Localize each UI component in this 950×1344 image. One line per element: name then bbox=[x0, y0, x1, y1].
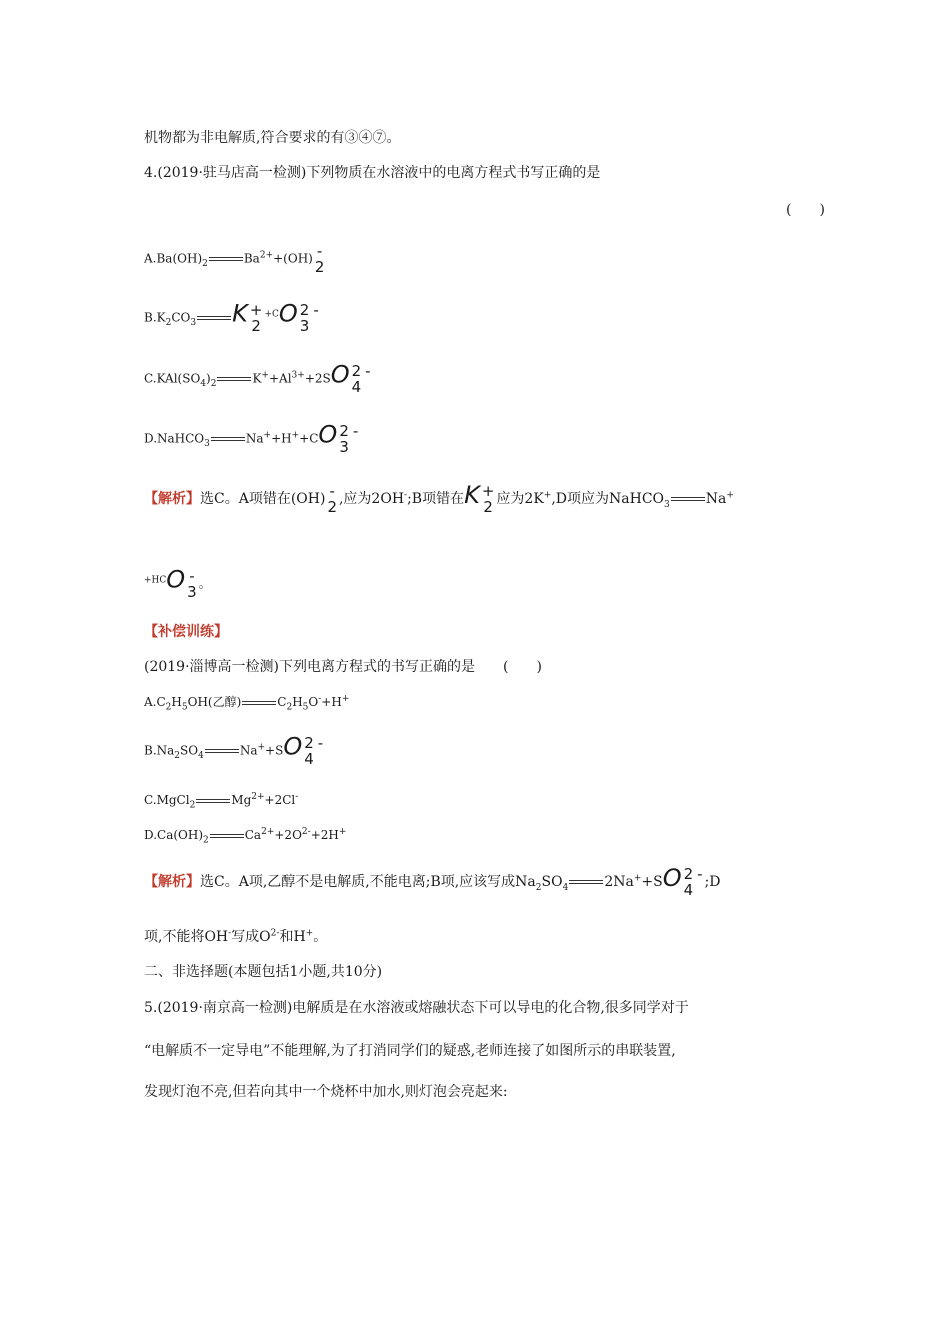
option-4b: $B.K_2CO_3$ K + 2 $^{+C}$O 2 3 - bbox=[144, 299, 319, 335]
question-5-line-2: “电解质不一定导电”不能理解,为了打消同学们的疑惑,老师连接了如图所示的串联装置, bbox=[144, 1043, 676, 1059]
analysis-2-cont: 项,不能将OH-写成$O^{2-}$和H+。 bbox=[144, 928, 328, 945]
supplementary-stem: (2019·淄博高一检测)下列电离方程式的书写正确的是 ( ) bbox=[144, 659, 542, 675]
analysis-1: 【解析】选C。A项错在(OH) - 2 ,应为2OH-;B项错在K + 2 应为2K+,D项应为NaHCO$_3$ Na+ bbox=[144, 481, 734, 516]
analysis-1-cont: $^{+HC}$O - 3 。 bbox=[144, 565, 211, 601]
option-4c: $C.KAl(SO_4)_2$ $K^++Al^{3+}+2SO$ 2 4 - bbox=[144, 360, 371, 396]
supplementary-title: 【补偿训练】 bbox=[144, 624, 228, 640]
option-sc: C.MgCl$_2$ $Mg^{2+}+2Cl^-$ bbox=[144, 792, 299, 811]
option-4a: $A.Ba(OH)_2$ $Ba^{2+}+(OH)$ - 2 bbox=[144, 242, 325, 276]
option-4d: D.NaHCO$_3$ Na++H++CO 2 3 - bbox=[144, 420, 359, 456]
section-2-title: 二、非选择题(本题包括1小题,共10分) bbox=[144, 964, 383, 980]
question-5-line-1: 5.(2019·南京高一检测)电解质是在水溶液或熔融状态下可以导电的化合物,很多同学对于 bbox=[144, 1000, 689, 1016]
question-4-stem: 4.(2019·驻马店高一检测)下列物质在水溶液中的电离方程式书写正确的是 bbox=[144, 165, 601, 181]
analysis-2: 【解析】选C。A项,乙醇不是电解质,不能电离;B项,应该写成$Na_2SO_4$ 2Na++SO 2 4 - ;D bbox=[144, 864, 721, 899]
question-5-line-3: 发现灯泡不亮,但若向其中一个烧杯中加水,则灯泡会亮起来: bbox=[144, 1084, 508, 1100]
answer-bracket: ( ) bbox=[786, 202, 825, 218]
option-sb: $B.Na_2SO_4$ Na++SO 2 4 - bbox=[144, 732, 324, 768]
option-sa: $A.C_2H_5OH$(乙醇) $C_2H_5O^-+H^+$ bbox=[144, 694, 350, 713]
option-sd: $D.Ca(OH)_2$ $Ca^{2+}+2O^{2-}+2H^+$ bbox=[144, 827, 347, 846]
intro-text: 机物都为非电解质,符合要求的有③④⑦。 bbox=[144, 130, 401, 146]
